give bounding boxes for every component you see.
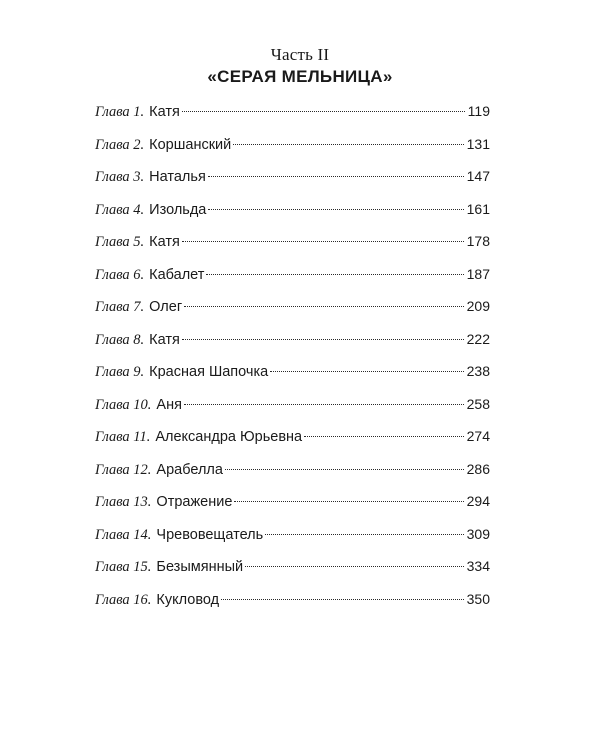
- page-number: 131: [466, 135, 490, 152]
- page-number: 350: [466, 590, 490, 607]
- dot-leader: [233, 144, 463, 145]
- chapter-number: Глава 8.: [95, 331, 145, 348]
- chapter-number: Глава 4.: [95, 201, 145, 218]
- page-number: 147: [466, 168, 490, 184]
- dot-leader: [184, 306, 464, 307]
- chapter-number: Глава 14.: [95, 526, 152, 543]
- dot-leader: [208, 176, 464, 177]
- chapter-title: Катя: [149, 331, 180, 348]
- dot-leader: [304, 436, 464, 437]
- chapter-title: Безымянный: [156, 559, 244, 575]
- page-number: 187: [466, 265, 490, 282]
- page-number: 178: [466, 233, 490, 249]
- dot-leader: [265, 534, 463, 535]
- toc-entry: [95, 198, 490, 231]
- chapter-number: Глава 1.: [95, 104, 145, 120]
- chapter-number: Глава 6.: [95, 266, 145, 283]
- chapter-number: Глава 16.: [95, 591, 152, 608]
- page-number: 238: [466, 363, 490, 379]
- dot-leader: [184, 404, 464, 405]
- chapter-title: Александра Юрьевна: [155, 429, 303, 445]
- dot-leader: [270, 371, 463, 372]
- toc-entry: [95, 295, 490, 328]
- page-number: 209: [466, 298, 490, 314]
- dot-leader: [234, 501, 463, 502]
- chapter-number: Глава 15.: [95, 559, 152, 575]
- dot-leader: [245, 566, 464, 567]
- toc-entry: [95, 490, 490, 523]
- chapter-title: Чревовещатель: [156, 526, 264, 543]
- page-number: 258: [466, 395, 490, 412]
- toc-entry: [95, 133, 490, 166]
- page-number: 222: [466, 330, 490, 347]
- toc-entry: [95, 425, 490, 458]
- chapter-title: Кукловод: [156, 591, 220, 608]
- page-number: 294: [466, 493, 490, 509]
- page-number: 334: [466, 558, 490, 574]
- chapter-number: Глава 13.: [95, 494, 152, 510]
- toc-entry: [95, 230, 490, 263]
- toc-entry: [95, 328, 490, 361]
- chapter-title: Арабелла: [156, 461, 223, 478]
- chapter-number: Глава 5.: [95, 234, 145, 250]
- chapter-number: Глава 7.: [95, 299, 145, 315]
- toc-entry: [95, 523, 490, 556]
- chapter-title: Наталья: [149, 169, 206, 185]
- chapter-number: Глава 10.: [95, 396, 152, 413]
- dot-leader: [221, 599, 464, 600]
- chapter-title: Аня: [156, 396, 182, 413]
- chapter-number: Глава 2.: [95, 136, 145, 153]
- chapter-number: Глава 12.: [95, 461, 152, 478]
- chapter-number: Глава 3.: [95, 169, 145, 185]
- dot-leader: [182, 111, 465, 112]
- dot-leader: [206, 274, 463, 275]
- toc-entry: [95, 458, 490, 491]
- toc-entry: [95, 165, 490, 198]
- toc-entry: [95, 360, 490, 393]
- toc-entry: [95, 393, 490, 426]
- page-number: 309: [466, 525, 490, 542]
- part-name: «СЕРАЯ МЕЛЬНИЦА»: [207, 67, 393, 86]
- table-of-contents: [95, 100, 490, 620]
- chapter-title: Катя: [149, 234, 180, 250]
- chapter-number: Глава 11.: [95, 429, 151, 445]
- chapter-title: Катя: [149, 104, 180, 120]
- chapter-title: Красная Шапочка: [149, 364, 269, 380]
- toc-entry: [95, 263, 490, 296]
- toc-entry: [95, 100, 490, 133]
- chapter-title: Отражение: [156, 494, 233, 510]
- part-label: Часть II: [270, 45, 330, 64]
- page-number: 161: [466, 200, 490, 217]
- dot-leader: [208, 209, 463, 210]
- dot-leader: [182, 339, 464, 340]
- chapter-title: Изольда: [149, 201, 207, 218]
- toc-entry: [95, 588, 490, 621]
- dot-leader: [225, 469, 464, 470]
- dot-leader: [182, 241, 464, 242]
- chapter-title: Коршанский: [149, 136, 232, 153]
- chapter-number: Глава 9.: [95, 364, 145, 380]
- toc-entry: [95, 555, 490, 588]
- chapter-title: Олег: [149, 299, 183, 315]
- page-number: 286: [466, 460, 490, 477]
- page-number: 274: [466, 428, 490, 444]
- page-number: 119: [467, 103, 490, 119]
- chapter-title: Кабалет: [149, 266, 205, 283]
